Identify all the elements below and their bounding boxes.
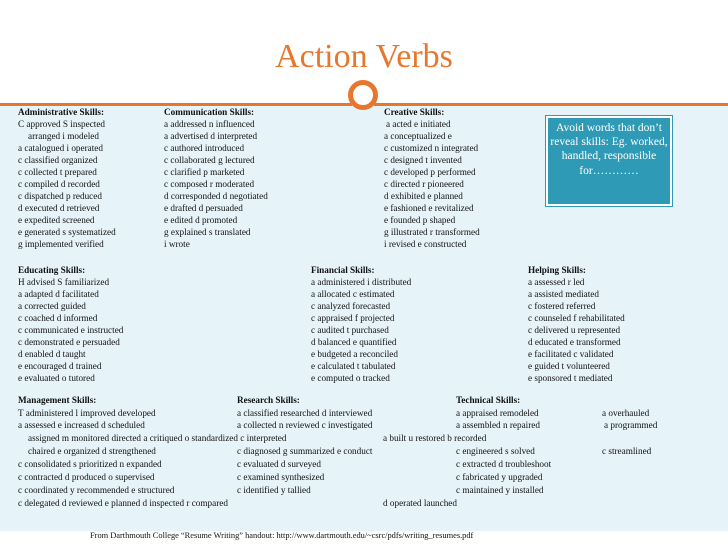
verb-line: assigned m monitored directed a critiqued o standardized c interpreted	[28, 433, 287, 443]
verb-line: e facilitated c validated	[528, 349, 614, 359]
technical-heading: Technical Skills:	[456, 395, 521, 405]
verb-line: a allocated c estimated	[311, 289, 395, 299]
research-heading: Research Skills:	[237, 395, 300, 405]
verb-line: c appraised f projected	[311, 313, 395, 323]
verb-line: c evaluated d surveyed	[237, 459, 321, 469]
verb-line: a adapted d facilitated	[18, 289, 99, 299]
verb-line: c directed r pioneered	[384, 179, 464, 189]
verb-line: T administered l improved developed	[18, 408, 156, 418]
avoid-words-callout: Avoid words that don’t reveal skills: Eg. worked, handled, responsible for…………	[546, 116, 672, 206]
educating-heading: Educating Skills:	[18, 265, 86, 275]
verb-line: c delivered u represented	[528, 325, 621, 335]
verb-line: d operated launched	[383, 498, 457, 508]
verb-line: e generated s systematized	[18, 227, 116, 237]
verb-line: a assisted mediated	[528, 289, 599, 299]
financial-heading: Financial Skills:	[311, 265, 375, 275]
verb-line: e evaluated o tutored	[18, 373, 95, 383]
verb-line: d educated e transformed	[528, 337, 621, 347]
verb-line: c identified y tallied	[237, 485, 311, 495]
verb-line: c counseled f rehabilitated	[528, 313, 625, 323]
verb-line: c streamlined	[602, 446, 652, 456]
verb-line: a assembled n repaired	[456, 420, 540, 430]
verb-line: a assessed e increased d scheduled	[18, 420, 145, 430]
verb-line: c classified organized	[18, 155, 98, 165]
verb-line: c diagnosed g summarized e conduct	[237, 446, 373, 456]
verb-line: e founded p shaped	[384, 215, 456, 225]
verb-line: a classified researched d interviewed	[237, 408, 373, 418]
verb-line: e drafted d persuaded	[164, 203, 243, 213]
verb-line: e computed o tracked	[311, 373, 390, 383]
verb-line: c designed t invented	[384, 155, 462, 165]
verb-line: c audited t purchased	[311, 325, 389, 335]
verb-line: c coached d informed	[18, 313, 98, 323]
verb-line: a conceptualized e	[384, 131, 452, 141]
verb-line: c consolidated s prioritized n expanded	[18, 459, 162, 469]
verb-line: e fashioned e revitalized	[384, 203, 474, 213]
verb-line: g illustrated r transformed	[384, 227, 480, 237]
verb-line: e edited d promoted	[164, 215, 238, 225]
verb-line: e sponsored t mediated	[528, 373, 613, 383]
verb-line: e expedited screened	[18, 215, 95, 225]
verb-line: arranged i modeled	[28, 131, 99, 141]
verb-line: a advertised d interpreted	[164, 131, 258, 141]
verb-line: a corrected guided	[18, 301, 86, 311]
verb-line: H advised S familiarized	[18, 277, 110, 287]
verb-line: a acted e initiated	[386, 119, 451, 129]
verb-line: i wrote	[164, 239, 190, 249]
verb-line: c compiled d recorded	[18, 179, 100, 189]
verb-line: e encouraged d trained	[18, 361, 102, 371]
verb-line: c developed p performed	[384, 167, 476, 177]
verb-line: a appraised remodeled	[456, 408, 539, 418]
creative-heading: Creative Skills:	[384, 107, 445, 117]
verb-line: C approved S inspected	[18, 119, 106, 129]
ring-ornament	[348, 80, 378, 110]
verb-line: a overhauled	[602, 408, 650, 418]
verb-line: a built u restored b recorded	[383, 433, 487, 443]
verb-line: i revised e constructed	[384, 239, 467, 249]
verb-line: d executed d retrieved	[18, 203, 100, 213]
verb-line: c delegated d reviewed e planned d inspected r compared	[18, 498, 228, 508]
verb-line: c clarified p marketed	[164, 167, 245, 177]
verb-line: c maintained y installed	[456, 485, 544, 495]
management-heading: Management Skills:	[18, 395, 97, 405]
verb-line: d balanced e quantified	[311, 337, 397, 347]
verb-line: c communicated e instructed	[18, 325, 124, 335]
verb-line: c collected t prepared	[18, 167, 97, 177]
verb-line: c fabricated y upgraded	[456, 472, 543, 482]
verb-line: e guided t volunteered	[528, 361, 610, 371]
verb-line: e calculated t tabulated	[311, 361, 396, 371]
verb-line: d exhibited e planned	[384, 191, 463, 201]
administrative-heading: Administrative Skills:	[18, 107, 105, 117]
verb-line: a assessed r led	[528, 277, 585, 287]
verb-line: c demonstrated e persuaded	[18, 337, 120, 347]
helping-heading: Helping Skills:	[528, 265, 586, 275]
verb-line: c extracted d troubleshoot	[456, 459, 552, 469]
verb-line: c engineered s solved	[456, 446, 535, 456]
verb-line: a administered i distributed	[311, 277, 412, 287]
page-title: Action Verbs	[275, 38, 453, 75]
verb-line: c collaborated g lectured	[164, 155, 255, 165]
verb-line: c customized n integrated	[384, 143, 479, 153]
verb-line: a programmed	[604, 420, 658, 430]
verb-line: c fostered referred	[528, 301, 596, 311]
verb-line: a collected n reviewed c investigated	[237, 420, 373, 430]
verb-line: c contracted d produced o supervised	[18, 472, 155, 482]
verb-line: g explained s translated	[164, 227, 251, 237]
verb-line: c composed r moderated	[164, 179, 255, 189]
verb-line: chaired e organized d strengthened	[28, 446, 156, 456]
verb-line: d corresponded d negotiated	[164, 191, 268, 201]
communication-heading: Communication Skills:	[164, 107, 255, 117]
verb-line: c examined synthesized	[237, 472, 325, 482]
verb-line: c coordinated y recommended e structured	[18, 485, 175, 495]
verb-line: d enabled d taught	[18, 349, 86, 359]
verb-line: a catalogued i operated	[18, 143, 103, 153]
verb-line: e budgeted a reconciled	[311, 349, 398, 359]
verb-line: a addressed n influenced	[164, 119, 255, 129]
source-credit: From Darthmouth College “Resume Writing” handout: http://www.dartmouth.edu/~csrc/pdfs/writing_resumes.pdf	[90, 531, 474, 540]
verb-line: c authored introduced	[164, 143, 245, 153]
verb-line: g implemented verified	[18, 239, 104, 249]
verb-line: c analyzed forecasted	[311, 301, 391, 311]
verb-line: c dispatched p reduced	[18, 191, 102, 201]
